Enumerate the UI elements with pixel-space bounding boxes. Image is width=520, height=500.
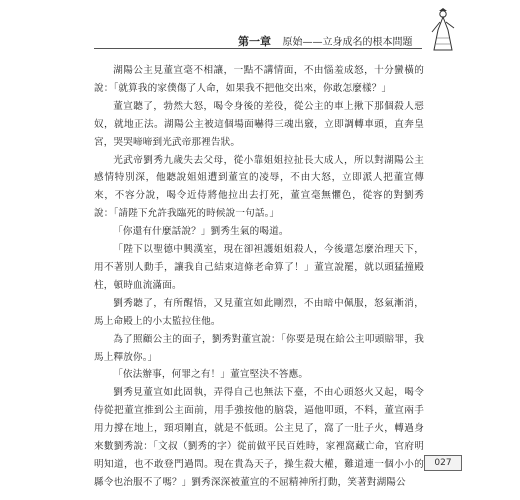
chapter-title xyxy=(238,33,413,49)
paragraph: 董宣聽了，勃然大怒，喝令身後的差役，從公主的車上揪下那個殺人惡奴，就地正法。湖陽公主被這個場面嚇得三魂出竅，立即調轉車頭，直奔皇宮，哭哭啼啼到光武帝那裡告狀。 xyxy=(94,100,424,148)
figure-illustration-icon xyxy=(428,8,458,52)
page-number: 027 xyxy=(424,455,462,471)
header-rule xyxy=(94,48,422,49)
paragraph: 湖陽公主見董宣毫不相讓，一點不講情面，不由惱羞成怒，十分蠻橫的說：「就算我的家僕傷了人命，如果我不把他交出來，你敢怎麼樣？」 xyxy=(94,65,424,94)
paragraph: 劉秀聽了，有所醒悟，又見董宣如此剛烈，不由暗中佩服，怒氣漸消，馬上命殿上的小太監拉住他。 xyxy=(94,297,424,327)
paragraph: 「依法辦事，何罪之有！」董宣堅決不答應。 xyxy=(113,369,309,381)
paragraph: 光武帝劉秀九歲失去父母，從小靠姐姐拉扯長大成人，所以對湖陽公主感情特別深，他聽說姐姐遭到董宣的凌辱，不由大怒，立即派人把董宣傳來，不容分說，喝令近侍將他拉出去打死，董宣毫無懼色，從容的對劉秀說：「請陛下允許我臨死的時候說一句話。」 xyxy=(94,154,424,220)
paragraph: 「陛下以聖德中興漢室，現在卻袒護姐姐殺人，今後還怎麼治理天下，用不著別人動手，讓我自己結束這條老命算了！」董宣說罷，就以頭猛撞殿柱，頓時血流滿面。 xyxy=(94,244,424,291)
chapter-label: 第一章 xyxy=(238,35,271,48)
paragraph: 為了照顧公主的面子，劉秀對董宣說：「你要是現在給公主叩頭賠罪，我馬上釋放你。」 xyxy=(94,333,424,363)
page-header xyxy=(0,0,520,56)
chapter-subtitle: 原始——立身成名的根本問題 xyxy=(282,37,413,48)
paragraph: 「你還有什麼話說？」劉秀生氣的喝道。 xyxy=(113,226,289,238)
body-text xyxy=(94,62,424,492)
paragraph: 劉秀見董宣如此固執，弄得自己也無法下臺，不由心頭怒火又起，喝令侍從把董宣推到公主面前，用手強按他的脑袋，逼他叩頭，不料，董宣兩手用力撐在地上，頸項剛直，就是不低頭。公主見了，窩了一肚子火，轉過身來數劉秀說：「文叔（劉秀的字）從前做平民百姓時，家裡窩藏亡命，官府明明知道，也不敢登門過問。現在貴為天子，操生殺大權，難道連一個小小的縣令也治服不了嗎？」劉秀深深被董宣的不屈精神所打動，笑著對湖陽公 xyxy=(94,387,424,488)
